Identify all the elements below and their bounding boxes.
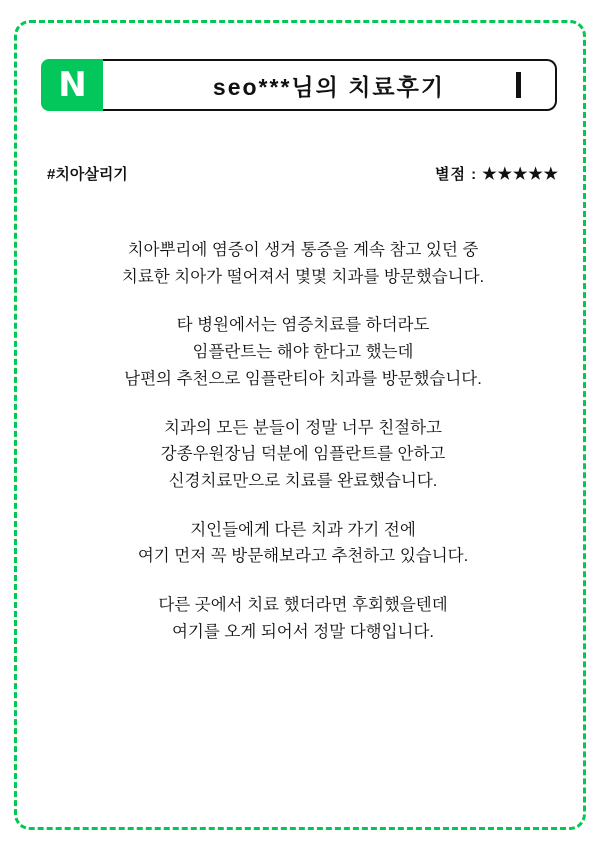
rating-label: 별점 : (434, 166, 478, 183)
review-meta (47, 163, 559, 184)
review-line: 임플란트는 해야 한다고 했는데 (192, 343, 414, 362)
star-rating-icon: ★★★★★ (482, 166, 559, 183)
review-line: 신경치료만으로 치료를 완료했습니다. (168, 472, 438, 491)
review-line: 치과의 모든 분들이 정말 너무 친절하고 (164, 418, 442, 437)
review-title-box (103, 59, 557, 111)
review-line: 여기 먼저 꼭 방문해보라고 추천하고 있습니다. (137, 547, 469, 566)
review-line: 강종우원장님 덕분에 임플란트를 안하고 (160, 445, 446, 464)
review-body (47, 215, 559, 662)
naver-logo-letter: N (58, 65, 86, 105)
review-line: 여기를 오게 되어서 정말 다행입니다. (171, 622, 434, 641)
naver-logo (41, 59, 103, 111)
review-line: 타 병원에서는 염증치료를 하더라도 (176, 316, 430, 335)
review-line: 치료한 치아가 떨어져서 몇몇 치과를 방문했습니다. (121, 267, 485, 286)
page-title: seo***님의 치료후기 (212, 73, 446, 100)
review-header (41, 59, 557, 111)
review-line: 치아뿌리에 염증이 생겨 통증을 계속 참고 있던 중 (127, 241, 479, 259)
hashtag-label: #치아살리기 (47, 166, 128, 183)
review-card (14, 20, 586, 830)
rating-block (435, 163, 559, 184)
review-line: 지인들에게 다른 치과 가기 전에 (190, 520, 416, 539)
review-line: 다른 곳에서 치료 했더라면 후회했을텐데 (158, 596, 448, 615)
text-cursor-icon (516, 72, 521, 98)
review-line: 남편의 추천으로 임플란티아 치과를 방문했습니다. (124, 369, 482, 388)
